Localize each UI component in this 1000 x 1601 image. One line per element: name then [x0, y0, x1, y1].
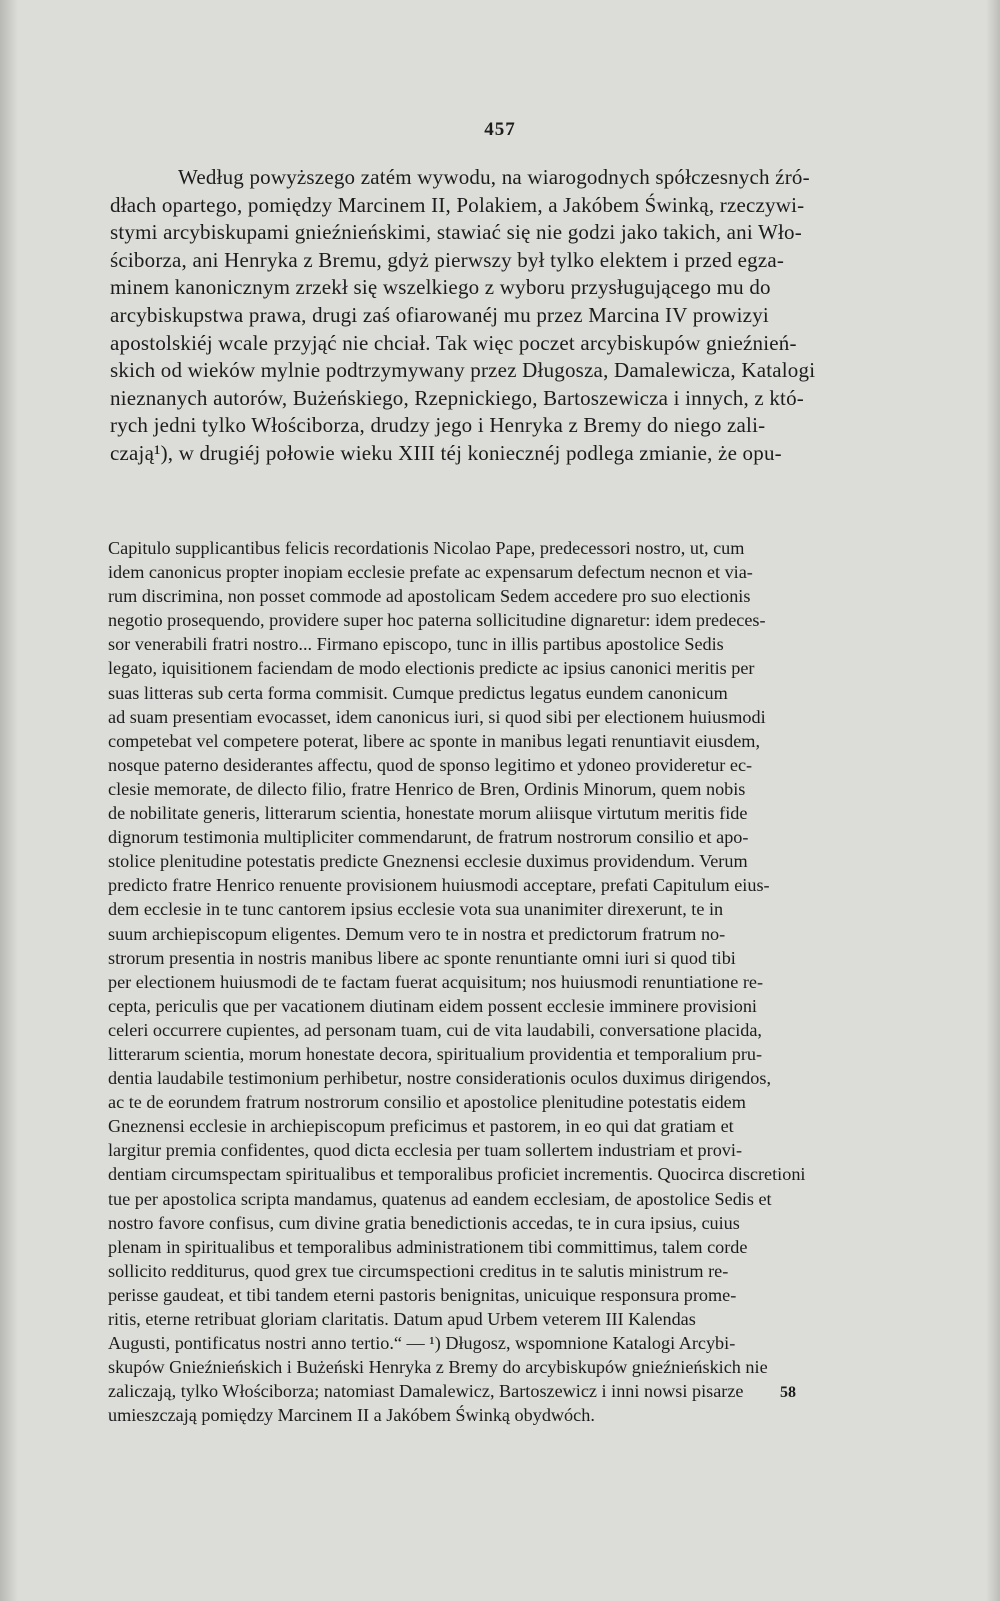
main-text-line: skich od wieków mylnie podtrzymywany przez Długosza, Damalewicza, Katalogi	[110, 358, 816, 383]
footnote-line: Capitulo supplicantibus felicis recordationis Nicolao Pape, predecessori nostro, ut, cum	[108, 538, 745, 558]
footnote-line: dignorum testimonia multipliciter commendarunt, de fratrum nostrorum consilio et apo-	[108, 827, 749, 848]
main-text-block	[110, 164, 910, 468]
page-shadow-left	[0, 0, 18, 1601]
main-text-line: dłach opartego, pomiędzy Marcinem II, Polakiem, a Jakóbem Świnką, rzeczywi-	[110, 192, 805, 217]
footnote-line: predicto fratre Henrico renuente provisionem huiusmodi acceptare, prefati Capitulum eius-	[108, 875, 770, 896]
footnote-line: sor venerabili fratri nostro... Firmano episcopo, tunc in illis partibus apostolice Sedis	[108, 634, 724, 655]
footnote-line: ad suam presentiam evocasset, idem canonicus iuri, si quod sibi per electionem huiusmodi	[108, 706, 766, 727]
footnote-line: dentiam circumspectam spiritualibus et temporalibus proficiet incrementis. Quocirca discretioni	[108, 1164, 806, 1185]
footnote-line: plenam in spiritualibus et temporalibus administrationem tibi committimus, talem corde	[108, 1236, 748, 1257]
footnote-line: tue per apostolica scripta mandamus, quatenus ad eandem ecclesiam, de apostolice Sedis et	[108, 1188, 772, 1209]
footnote-line: legato, iquisitionem faciendam de modo electionis predicte ac ipsius canonici meritis per	[108, 658, 755, 679]
footnote-line: dem ecclesie in te tunc cantorem ipsius ecclesie vota sua unanimiter direxerunt, te in	[108, 899, 724, 920]
printer-signature-mark: 58	[780, 1384, 796, 1401]
main-text-line: stymi arcybiskupami gnieźnieńskimi, stawiać się nie godzi jako takich, ani Wło-	[110, 220, 802, 245]
main-text-line: minem kanonicznym zrzekł się wszelkiego z wyboru przysługującego mu do	[110, 275, 771, 300]
footnote-line: nosque paterno desiderantes affectu, quod de sponso legitimo et ydoneo provideretur ec-	[108, 754, 753, 775]
footnote-line: ritis, eterne retribuat gloriam claritatis. Datum apud Urbem veterem III Kalendas	[108, 1309, 696, 1329]
footnote-line: dentia laudabile testimonium perhibetur, nostre considerationis oculos duximus dirigendos,	[108, 1068, 771, 1089]
footnote-line: Augusti, pontificatus nostri anno tertio.“ — ¹) Długosz, wspomnione Katalogi Arcybi-	[108, 1333, 736, 1354]
footnote-line: umieszczają pomiędzy Marcinem II a Jakóbem Świnką obydwóch.	[108, 1405, 595, 1426]
footnote-line: cepta, periculis que per vacationem diutinam eidem possent ecclesie imminere provisioni	[108, 995, 757, 1016]
main-text-line: apostolskiéj wcale przyjąć nie chciał. Tak więc poczet arcybiskupów gnieźnień-	[110, 330, 797, 355]
footnote-line: suum archiepiscopum eligentes. Demum vero te in nostra et predictorum fratrum no-	[108, 923, 726, 944]
footnote-line: zaliczają, tylko Włościborza; natomiast Damalewicz, Bartoszewicz i inni nowsi pisarze	[108, 1381, 744, 1402]
footnote-line: suas litteras sub certa forma commisit. Cumque predictus legatus eundem canonicum	[108, 682, 728, 703]
footnote-line: ac te de eorundem fratrum nostrorum consilio et apostolice plenitudine potestatis eidem	[108, 1092, 746, 1113]
main-text-line: rych jedni tylko Włościborza, drudzy jego i Henryka z Bremy do niego zali-	[110, 413, 766, 438]
footnote-line: idem canonicus propter inopiam ecclesie prefate ac expensarum defectum necnon et via-	[108, 562, 753, 583]
main-text-line: Według powyższego zatém wywodu, na wiarogodnych spółczesnych źró-	[178, 165, 810, 189]
page-number: 457	[484, 119, 516, 140]
main-text-line: arcybiskupstwa prawa, drugi zaś ofiarowanéj mu przez Marcina IV prowizyi	[110, 302, 769, 327]
footnote-line: per electionem huiusmodi de te factam fuerat acquisitum; nos huiusmodi renuntiatione re-	[108, 971, 764, 992]
footnote-line: strorum presentia in nostris manibus libere ac sponte renuntiante omni iuri si quod tibi	[108, 947, 736, 968]
footnote-line: clesie memorate, de dilecto filio, fratre Henrico de Bren, Ordinis Minorum, quem nobis	[108, 778, 746, 799]
footnote-line: rum discrimina, non posset commode ad apostolicam Sedem accedere pro suo electionis	[108, 586, 751, 607]
footnote-line: perisse gaudeat, et tibi tandem eterni pastoris benignitas, unicuique responsura prome-	[108, 1284, 737, 1305]
page-shadow-right	[986, 0, 1000, 1601]
main-text-line: ściborza, ani Henryka z Bremu, gdyż pierwszy był tylko elektem i przed egza-	[110, 247, 785, 272]
footnote-line: skupów Gnieźnieńskich i Bużeński Henryka z Bremy do arcybiskupów gnieźnieńskich nie	[108, 1357, 768, 1378]
footnote-line: de nobilitate generis, litterarum scientia, honestate morum aliisque virtutum meritis fide	[108, 803, 748, 824]
footnote-line: largitur premia confidentes, quod dicta ecclesia per tuam sollertem industriam et provi-	[108, 1140, 742, 1161]
footnote-line: litterarum scientia, morum honestate decora, spiritualium providentia et temporalium pru-	[108, 1043, 763, 1064]
footnote-line: Gneznensi ecclesie in archiepiscopum preficimus et pastorem, in eo qui dat gratiam et	[108, 1116, 734, 1137]
main-text-line: nieznanych autorów, Bużeńskiego, Rzepnickiego, Bartoszewicza i innych, z któ-	[110, 385, 804, 410]
footnote-line: sollicito redditurus, quod grex tue circumspectioni creditus in te salutis ministrum re-	[108, 1260, 729, 1281]
footnote-line: competebat vel competere poterat, libere ac sponte in manibus legati renuntiavit eiusdem,	[108, 730, 760, 751]
main-text-line: czają¹), w drugiéj połowie wieku XIII téj koniecznéj podlega zmianie, że opu-	[110, 440, 782, 465]
footnote-line: celeri occurrere cupientes, ad personam tuam, cui de vita laudabili, conversatione placida,	[108, 1019, 762, 1040]
footnote-line: stolice plenitudine potestatis predicte Gneznensi ecclesie duximus providendum. Verum	[108, 851, 748, 872]
footnote-line: negotio prosequendo, providere super hoc paterna sollicitudine dignaretur: idem predeces-	[108, 610, 766, 631]
footnote-line: nostro favore confisus, cum divine gratia benedictionis accedas, te in cura ipsius, cuius	[108, 1212, 740, 1233]
footnote-text-block	[108, 536, 912, 1427]
